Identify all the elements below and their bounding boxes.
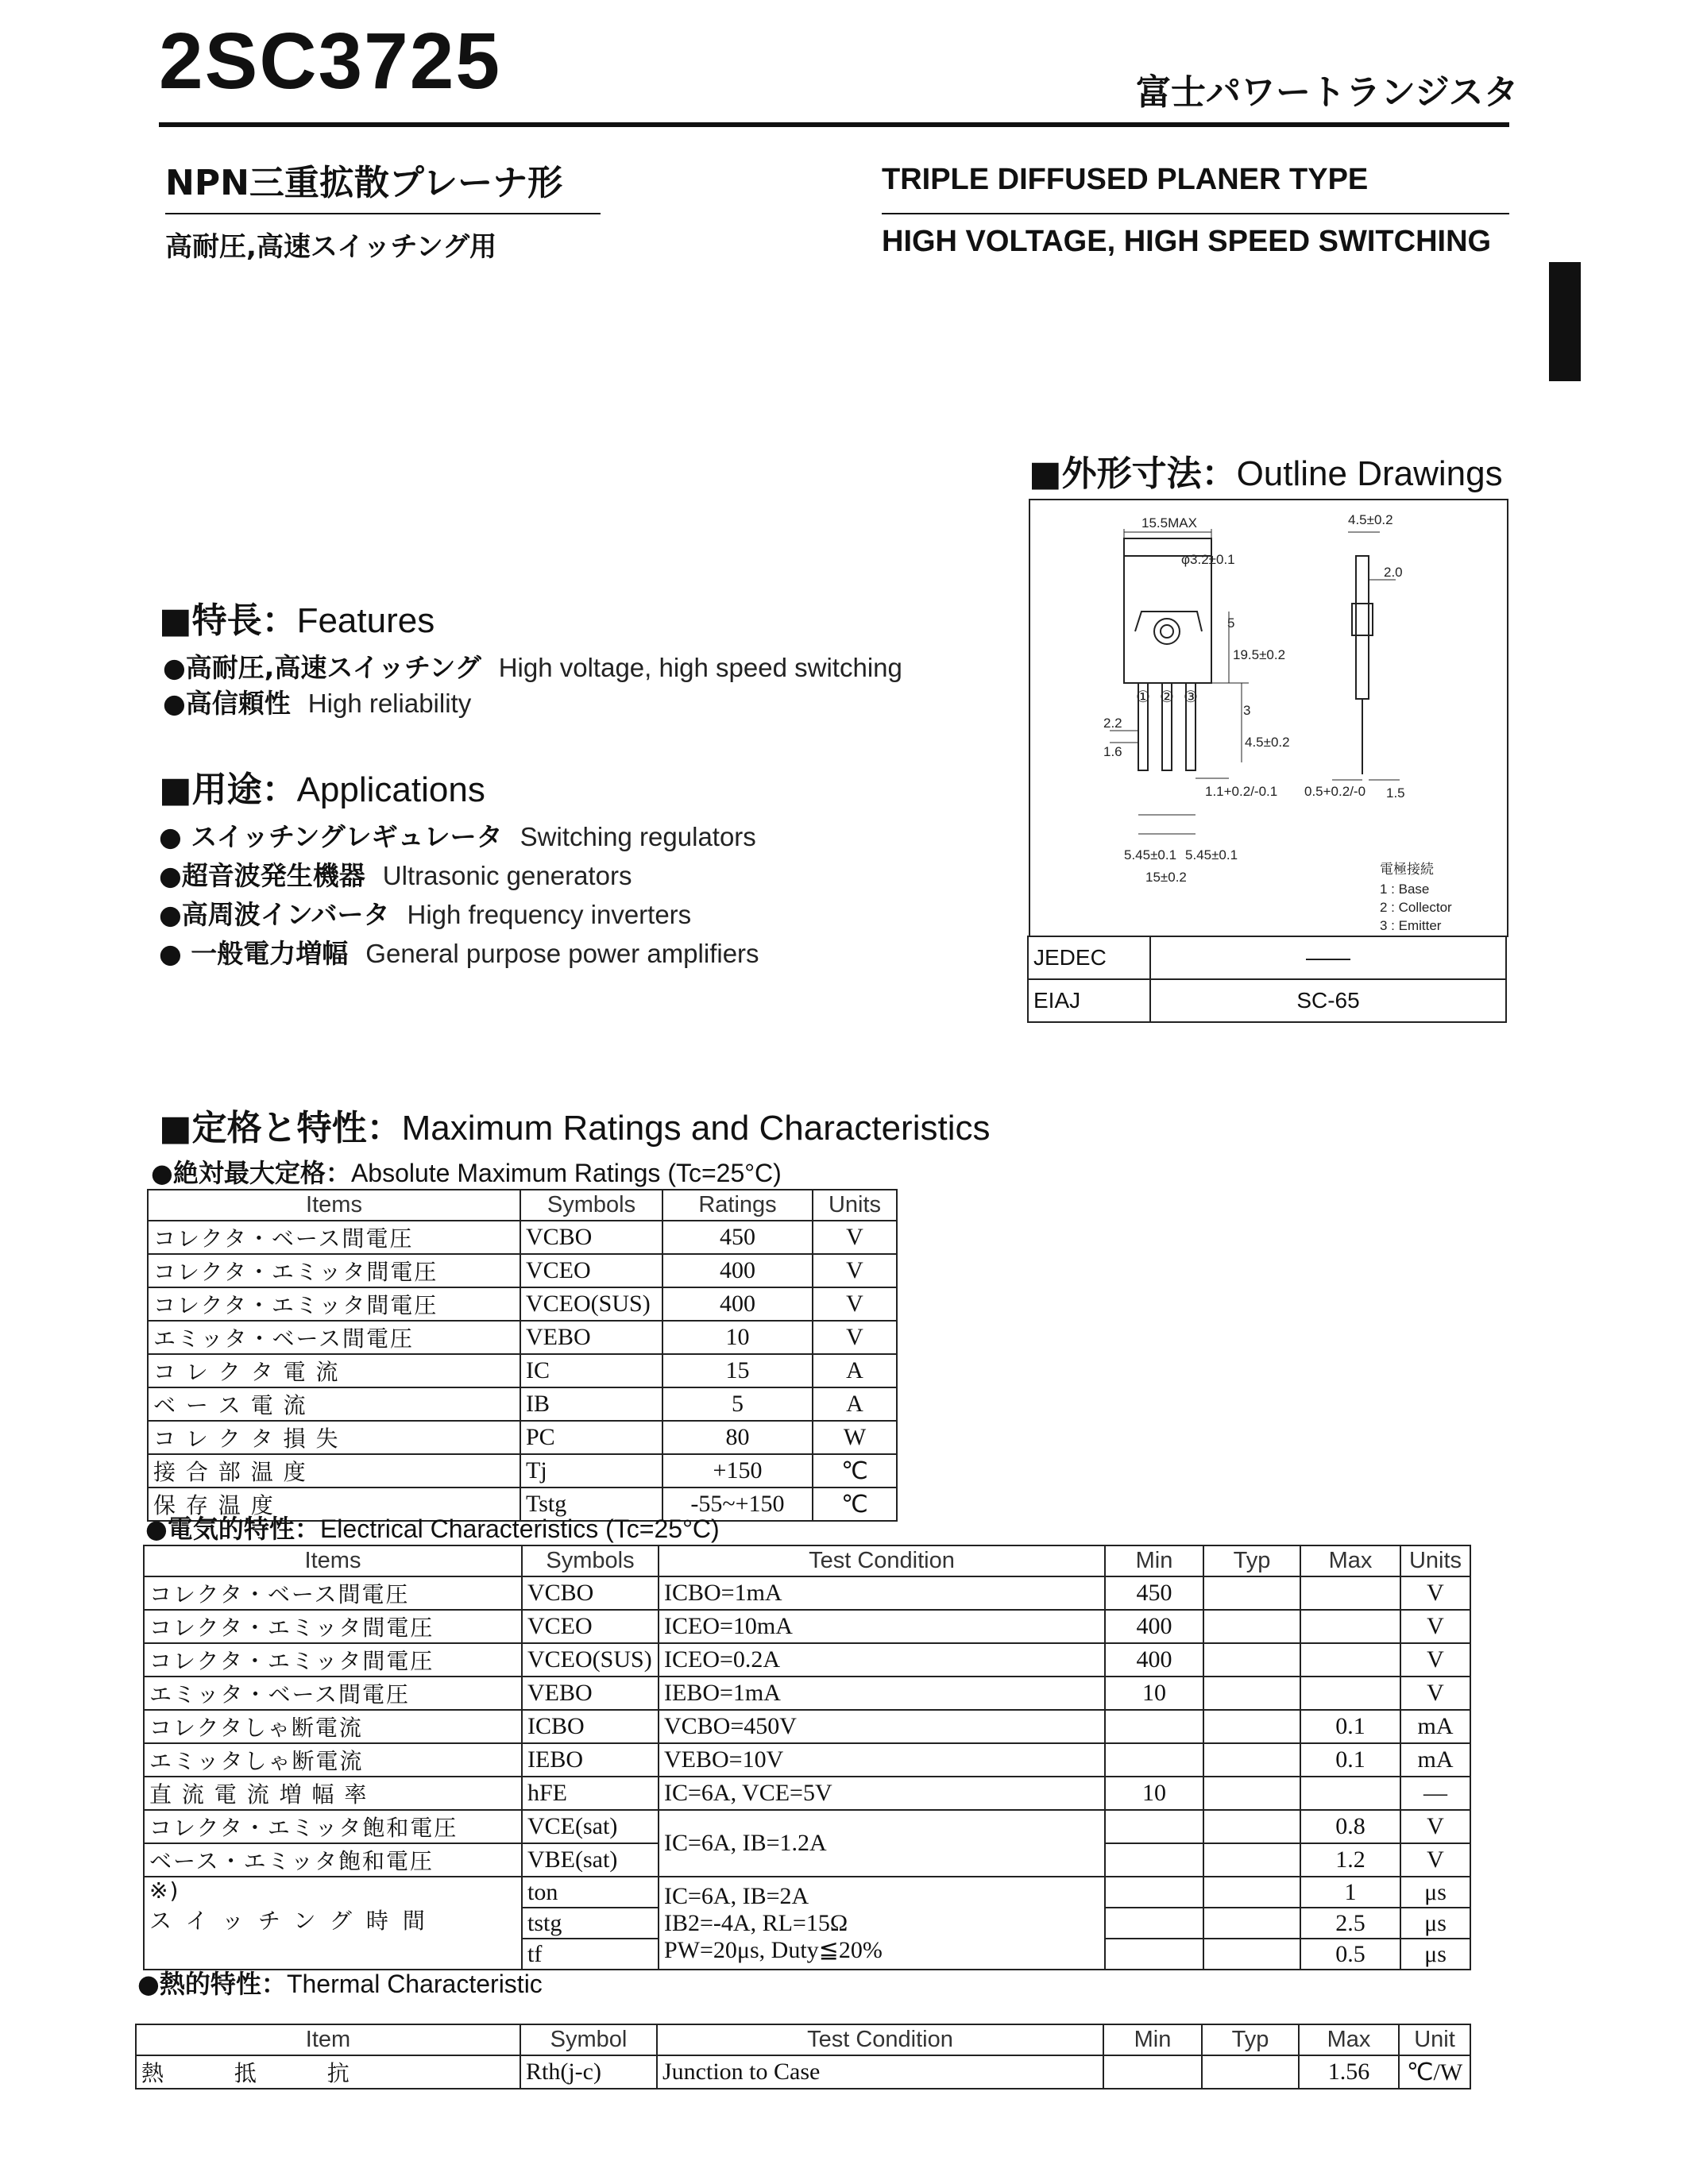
switching-condition [659,1877,1105,1970]
row-item: 保 存 温 度 [148,1488,520,1521]
row-min [1105,1908,1203,1939]
application-item-en: Switching regulators [520,822,756,851]
features-title-en: Features [296,601,435,640]
row-symbol: VEBO [522,1677,659,1710]
row-value: 400 [662,1254,813,1287]
row-min [1105,1843,1203,1877]
row-value: 450 [662,1221,813,1254]
row-typ [1203,1710,1300,1743]
row-min [1105,1743,1203,1777]
applications-title-jp: ■用途： [159,770,297,810]
applications-title [159,761,485,812]
row-typ [1203,1643,1300,1677]
row-symbol: VCEO [520,1254,662,1287]
dim-hole: φ3.2±0.1 [1181,552,1235,567]
switching-condition-3: PW=20μs, Duty≦20% [664,1936,883,1963]
row-unit: μs [1400,1908,1470,1939]
electrical-body [144,1576,1470,1810]
dim-22: 2.2 [1103,716,1122,731]
row-condition: Junction to Case [657,2055,1103,2089]
col-header-item: Item [136,2024,520,2055]
pin-1-label: ① [1136,689,1150,706]
row-unit: V [1400,1576,1470,1610]
row-value: ICBO=1mA [659,1576,1105,1610]
row-item: コレクタ・エミッタ飽和電圧 [144,1810,522,1843]
col-header-max: Max [1299,2024,1399,2055]
col-header-units: Units [813,1190,897,1221]
row-min: A [813,1354,897,1387]
row-unit: μs [1400,1877,1470,1908]
row-min: 10 [1105,1777,1203,1810]
row-value: IEBO=1mA [659,1677,1105,1710]
application-item-jp: ● スイッチングレギュレータ [159,821,503,852]
pin-3-label: ③ [1184,689,1198,706]
row-symbol: IC [520,1354,662,1387]
row-min [1105,1810,1203,1843]
row-symbol: IB [520,1387,662,1421]
thermal-title [137,1964,543,2001]
application-item [159,816,756,854]
pin-legend-base: 1 : Base [1380,882,1430,897]
row-min [1105,1877,1203,1908]
row-item: ベース・エミッタ飽和電圧 [144,1843,522,1877]
outline-title-en: Outline Drawings [1236,454,1503,493]
abs-max-title-en: Absolute Maximum Ratings (Tc=25°C) [350,1159,782,1187]
table-row [148,1354,897,1387]
row-unit: V [1400,1843,1470,1877]
pin-legend-title: 電極接続 [1380,862,1434,877]
col-header-units: Units [1400,1545,1470,1576]
row-max: 0.5 [1300,1939,1400,1970]
table-row [148,1454,897,1488]
row-symbol: ICBO [522,1710,659,1743]
row-min: 10 [1105,1677,1203,1710]
application-item-jp: ● 一般電力増幅 [159,938,349,969]
dim-thk: 4.5±0.2 [1348,512,1393,527]
application-item-en: High frequency inverters [407,900,692,929]
row-min: V [813,1221,897,1254]
outline-title-jp: ■外形寸法： [1029,453,1237,494]
row-symbol: PC [520,1421,662,1454]
table-row [144,1576,1470,1610]
col-header-items: Items [148,1190,520,1221]
row-max: 0.1 [1300,1710,1400,1743]
application-item [159,933,759,970]
row-unit: V [1400,1810,1470,1843]
switching-condition-2: IB2=-4A, RL=15Ω [664,1909,848,1936]
row-symbol: tstg [522,1908,659,1939]
col-header-test-condition: Test Condition [657,2024,1103,2055]
dim-20: 2.0 [1384,565,1403,580]
abs-max-header-row [148,1190,897,1221]
row-value: ICEO=0.2A [659,1643,1105,1677]
row-symbol: VEBO [520,1321,662,1354]
table-row [148,1321,897,1354]
row-value: 10 [662,1321,813,1354]
row-value: +150 [662,1454,813,1488]
col-header-min: Min [1105,1545,1203,1576]
col-header-items: Items [144,1545,522,1576]
col-header-symbol: Symbol [520,2024,657,2055]
jedec-label: JEDEC [1028,936,1150,979]
table-row [144,1610,1470,1643]
col-header-symbols: Symbols [522,1545,659,1576]
row-value: 15 [662,1354,813,1387]
row-min: V [813,1321,897,1354]
eiaj-value: SC-65 [1150,979,1506,1022]
table-row [148,1421,897,1454]
row-value: 400 [662,1287,813,1321]
table-row [144,1877,1470,1908]
row-symbol: VCEO [522,1610,659,1643]
jp-use-label: 高耐圧,高速スイッチング用 [165,231,497,263]
page-tab-mark [1549,262,1581,381]
application-item [159,894,691,932]
row-item: コ レ ク タ 損 失 [148,1421,520,1454]
table-row [148,1221,897,1254]
part-number: 2SC3725 [159,17,501,106]
row-min: W [813,1421,897,1454]
row-item: コレクタしゃ断電流 [144,1710,522,1743]
row-symbol: ton [522,1877,659,1908]
row-max [1300,1576,1400,1610]
en-use-label: HIGH VOLTAGE, HIGH SPEED SWITCHING [882,225,1492,258]
electrical-title-en: Electrical Characteristics (Tc=25°C) [319,1515,720,1543]
col-header-symbols: Symbols [520,1190,662,1221]
row-item: コレクタ・エミッタ間電圧 [148,1287,520,1321]
eiaj-row [1028,979,1506,1022]
row-typ [1203,1610,1300,1643]
row-symbol: VCEO(SUS) [520,1287,662,1321]
row-symbol: VCEO(SUS) [522,1643,659,1677]
electrical-title [145,1509,720,1545]
col-header-typ: Typ [1202,2024,1299,2055]
row-typ [1202,2055,1299,2089]
jedec-row [1028,936,1506,979]
row-min: ℃ [813,1488,897,1521]
electrical-header-row [144,1545,1470,1576]
application-item [159,855,632,893]
maker-label: 富士パワートランジスタ [1136,72,1519,113]
thermal-title-jp: ●熱的特性： [137,1969,287,1999]
row-value: 80 [662,1421,813,1454]
dim-width-max: 15.5MAX [1141,515,1197,531]
dim-3: 3 [1243,703,1251,718]
pin-2-label: ② [1160,689,1174,706]
dim-45: 4.5±0.2 [1245,735,1290,750]
table-row [144,1743,1470,1777]
abs-max-table [147,1189,898,1522]
row-symbol: hFE [522,1777,659,1810]
row-unit: mA [1400,1743,1470,1777]
col-header-unit: Unit [1399,2024,1470,2055]
jedec-eiaj-table [1027,936,1507,1023]
row-max: 1.56 [1299,2055,1399,2089]
ratings-title [159,1099,991,1150]
row-typ [1203,1877,1300,1908]
feature-item-jp: ●高信頼性 [163,688,291,719]
row-min [1105,1710,1203,1743]
dim-05: 0.5+0.2/-0 [1304,784,1366,799]
row-item: コレクタ・ベース間電圧 [148,1221,520,1254]
table-row [136,2055,1470,2089]
switching-note: ※) [149,1877,180,1904]
row-symbol: Rth(j-c) [520,2055,657,2089]
feature-item-en: High reliability [307,689,472,718]
row-item: 接 合 部 温 度 [148,1454,520,1488]
row-min: ℃ [813,1454,897,1488]
row-min: 400 [1105,1643,1203,1677]
abs-max-title-jp: ●絶対最大定格： [151,1158,351,1188]
dim-16: 1.6 [1103,744,1122,759]
row-symbol: VCE(sat) [522,1810,659,1843]
row-symbol: VCBO [522,1576,659,1610]
side-view-body [1356,556,1369,699]
col-header-max: Max [1300,1545,1400,1576]
sat-condition: IC=6A, IB=1.2A [659,1810,1105,1877]
row-max: 0.8 [1300,1810,1400,1843]
jp-type-label: NPN三重拡散プレーナ形 [165,163,563,203]
eiaj-label: EIAJ [1028,979,1150,1022]
dim-total: 15±0.2 [1145,870,1187,885]
table-row [144,1677,1470,1710]
col-header-typ: Typ [1203,1545,1300,1576]
row-typ [1203,1576,1300,1610]
row-max: 1.2 [1300,1843,1400,1877]
row-max [1300,1777,1400,1810]
dim-pitch-1: 5.45±0.1 [1124,847,1177,862]
row-symbol: tf [522,1939,659,1970]
row-unit: ℃/W [1399,2055,1470,2089]
switching-item: スイッチング時間 [149,1908,439,1934]
dim-195: 19.5±0.2 [1233,647,1286,662]
row-value: IC=6A, VCE=5V [659,1777,1105,1810]
row-symbol: Tj [520,1454,662,1488]
dim-11: 1.1+0.2/-0.1 [1205,784,1278,799]
row-typ [1203,1939,1300,1970]
features-title [159,592,435,642]
row-min: A [813,1387,897,1421]
applications-title-en: Applications [296,770,485,809]
row-symbol: IEBO [522,1743,659,1777]
feature-item-en: High voltage, high speed switching [498,653,902,682]
row-item: コ レ ク タ 電 流 [148,1354,520,1387]
row-min [1105,1939,1203,1970]
row-unit: mA [1400,1710,1470,1743]
row-max: 0.1 [1300,1743,1400,1777]
col-header-ratings: Ratings [662,1190,813,1221]
row-unit: — [1400,1777,1470,1810]
row-max: 2.5 [1300,1908,1400,1939]
row-min: 450 [1105,1576,1203,1610]
thermal-table [135,2024,1471,2089]
ratings-title-jp: ■定格と特性： [159,1108,402,1148]
row-max [1300,1610,1400,1643]
col-header-min: Min [1103,2024,1202,2055]
switching-condition-1: IC=6A, IB=2A [664,1882,809,1909]
table-row [148,1254,897,1287]
outline-drawing-box [1029,499,1508,937]
row-typ [1203,1743,1300,1777]
electrical-table [143,1545,1471,1970]
row-value: -55~+150 [662,1488,813,1521]
table-row [144,1777,1470,1810]
col-header-test-condition: Test Condition [659,1545,1105,1576]
row-unit: μs [1400,1939,1470,1970]
row-max: 1 [1300,1877,1400,1908]
en-type-label: TRIPLE DIFFUSED PLANER TYPE [882,163,1369,196]
thermal-header-row [136,2024,1470,2055]
row-item: エミッタ・ベース間電圧 [148,1321,520,1354]
table-row [144,1710,1470,1743]
table-row [144,1810,1470,1843]
dim-pitch-2: 5.45±0.1 [1185,847,1238,862]
dim-5: 5 [1227,615,1235,631]
row-unit: V [1400,1677,1470,1710]
row-item: コレクタ・エミッタ間電圧 [144,1610,522,1643]
row-max [1300,1643,1400,1677]
en-type-rule [882,213,1509,214]
mounting-hole [1154,619,1180,644]
row-value: ICEO=10mA [659,1610,1105,1643]
application-item-jp: ●高周波インバータ [159,899,390,930]
row-item: 直 流 電 流 増 幅 率 [144,1777,522,1810]
application-item-en: Ultrasonic generators [382,861,632,890]
feature-item [163,683,471,720]
row-unit: V [1400,1610,1470,1643]
ratings-title-en: Maximum Ratings and Characteristics [401,1109,991,1148]
pin-legend-collector: 2 : Collector [1380,900,1452,915]
abs-max-title [151,1153,782,1190]
row-item: コレクタ・ベース間電圧 [144,1576,522,1610]
jp-type-rule [165,213,601,214]
application-item-en: General purpose power amplifiers [365,939,759,968]
row-min: 400 [1105,1610,1203,1643]
jedec-value: —— [1150,936,1506,979]
row-symbol: VCBO [520,1221,662,1254]
row-item: ベ ー ス 電 流 [148,1387,520,1421]
table-row [148,1387,897,1421]
row-typ [1203,1908,1300,1939]
row-max [1300,1677,1400,1710]
row-item: 熱 抵 抗 [136,2055,520,2089]
thermal-title-en: Thermal Characteristic [286,1970,543,1998]
table-row [144,1643,1470,1677]
row-symbol: Tstg [520,1488,662,1521]
row-value: 5 [662,1387,813,1421]
row-item: コレクタ・エミッタ間電圧 [144,1643,522,1677]
application-item-jp: ●超音波発生機器 [159,860,365,891]
row-item: コレクタ・エミッタ間電圧 [148,1254,520,1287]
row-item: エミッタ・ベース間電圧 [144,1677,522,1710]
row-typ [1203,1843,1300,1877]
outline-drawing [1030,500,1507,937]
row-value: VCBO=450V [659,1710,1105,1743]
electrical-title-jp: ●電気的特性： [145,1514,320,1544]
feature-item [163,647,902,685]
row-item: エミッタしゃ断電流 [144,1743,522,1777]
row-typ [1203,1677,1300,1710]
feature-item-jp: ●高耐圧,高速スイッチング [163,652,481,683]
row-typ [1203,1810,1300,1843]
row-symbol: VBE(sat) [522,1843,659,1877]
outline-title [1029,445,1503,496]
row-min: V [813,1287,897,1321]
dim-15: 1.5 [1386,785,1405,801]
abs-max-body [148,1221,897,1521]
features-title-jp: ■特長： [159,600,297,641]
row-min: V [813,1254,897,1287]
row-value: VEBO=10V [659,1743,1105,1777]
switching-item-cell [144,1877,522,1970]
table-row [148,1287,897,1321]
pin-legend-emitter: 3 : Emitter [1380,918,1442,933]
header-rule [159,122,1509,127]
row-min [1103,2055,1202,2089]
row-typ [1203,1777,1300,1810]
row-unit: V [1400,1643,1470,1677]
